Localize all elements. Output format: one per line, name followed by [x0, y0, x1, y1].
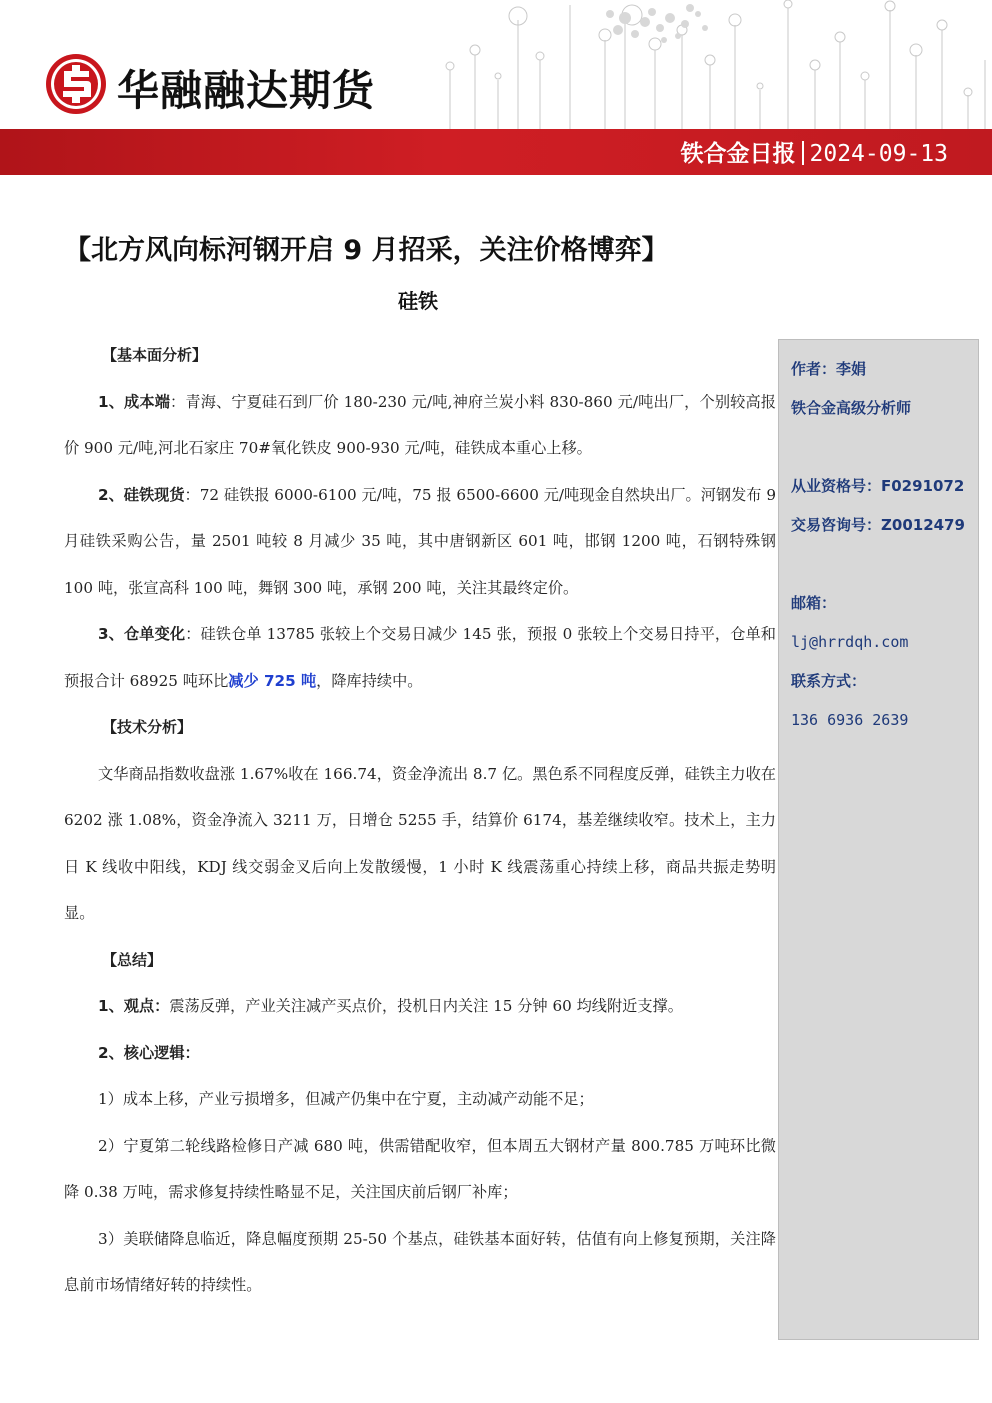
paragraph-text: ：青海、宁夏硅石到厂价 180-230 元/吨,神府兰炭小料 830-860 元/吨出厂，个别较高报价 900 元/吨,河北石家庄 70#氧化铁皮 900-930 元/吨，硅铁成本重心上移。: [64, 392, 776, 457]
list-item: 2）宁夏第二轮线路检修日产减 680 吨，供需错配收窄，但本周五大钢材产量 800.785 万吨环比微降 0.38 万吨，需求修复持续性略显不足，关注国庆前后钢厂补库；: [64, 1136, 776, 1201]
author-info: [791, 350, 976, 740]
decorative-lines: [420, 0, 992, 130]
paragraph-warehouse: [64, 611, 776, 704]
list-item: 1）成本上移，产业亏损增多，但减产仍集中在宁夏，主动减产动能不足；: [98, 1090, 594, 1108]
company-logo-icon: [44, 52, 108, 116]
email-value[interactable]: lj@hrrdqh.com: [791, 633, 909, 651]
report-type: 铁合金日报: [680, 141, 796, 167]
report-date: 2024-09-13: [809, 141, 948, 167]
section-heading-summary: 【总结】: [102, 950, 163, 969]
paragraph-technical: 文华商品指数收盘涨 1.67%收在 166.74，资金净流出 8.7 亿。黑色系不同程度反弹，硅铁主力收在 6202 涨 1.08%，资金净流入 3211 万，日增仓 5255 手，结算价 6174，基差继续收窄。技术上，主力日 K 线收中阳线，KDJ 线交弱金叉后向上发散缓慢，1 小时 K 线震荡重心持续上移，商品共振走势明显。: [64, 764, 776, 922]
paragraph-label: 2、硅铁现货: [98, 485, 185, 504]
page-header: [0, 0, 992, 176]
author-sidebar: [778, 339, 979, 1340]
paragraph-text: ：硅铁仓单 13785 张较上个交易日减少 145 张，预报 0 张较上个交易日持平，仓单和预报合计 68925 吨环比: [64, 625, 776, 690]
contact-label: 联系方式：: [791, 672, 867, 690]
main-content: [64, 332, 776, 1309]
email-label: 邮箱：: [791, 594, 837, 612]
spacer: [791, 545, 976, 584]
page-subtitle: 硅铁: [398, 289, 438, 313]
brand-name: 华融融达期货: [117, 66, 376, 115]
paragraph-cost: [64, 379, 776, 472]
paragraph-label: 2、核心逻辑：: [98, 1043, 200, 1062]
highlight-text: 减少 725 吨: [228, 671, 317, 690]
paragraph-view: [64, 983, 776, 1030]
paragraph-logic-heading: [64, 1030, 776, 1077]
section-heading-technical: 【技术分析】: [102, 718, 193, 736]
spacer: [791, 428, 976, 467]
report-label: [681, 135, 948, 168]
paragraph-label: 1、观点：: [98, 997, 170, 1015]
author-role: 铁合金高级分析师: [791, 399, 912, 417]
consult-number: 交易咨询号：Z0012479: [791, 516, 965, 534]
paragraph-label: 1、成本端: [98, 392, 171, 411]
section-heading-fundamental: 【基本面分析】: [102, 346, 208, 364]
page-title: 【北方风向标河钢开启 9 月招采，关注价格博弈】: [64, 235, 669, 266]
list-item: 3）美联储降息临近，降息幅度预期 25-50 个基点，硅铁基本面好转，估值有向上修复预期，关注降息前市场情绪好转的持续性。: [64, 1229, 776, 1294]
author-name: 作者：李娟: [791, 360, 867, 378]
qualification-number: 从业资格号：F0291072: [791, 477, 965, 495]
paragraph-label: 3、仓单变化: [98, 625, 186, 643]
separator: [802, 141, 804, 165]
paragraph-text: ：72 硅铁报 6000-6100 元/吨，75 报 6500-6600 元/吨现金自然块出厂。河钢发布 9 月硅铁采购公告，量 2501 吨较 8 月减少 35 吨，其中唐钢新区 601 吨，邯钢 1200 吨，石钢特殊钢 100 吨，张宣高科 100 吨，舞钢 300 吨，承钢 200 吨，关注其最终定价。: [64, 485, 776, 597]
phone-value: 136 6936 2639: [791, 711, 909, 729]
paragraph-text: 震荡反弹，产业关注减产买点价，投机日内关注 15 分钟 60 均线附近支撑。: [169, 997, 683, 1015]
paragraph-text: ，降库持续中。: [316, 671, 423, 690]
paragraph-spot: [64, 472, 776, 612]
